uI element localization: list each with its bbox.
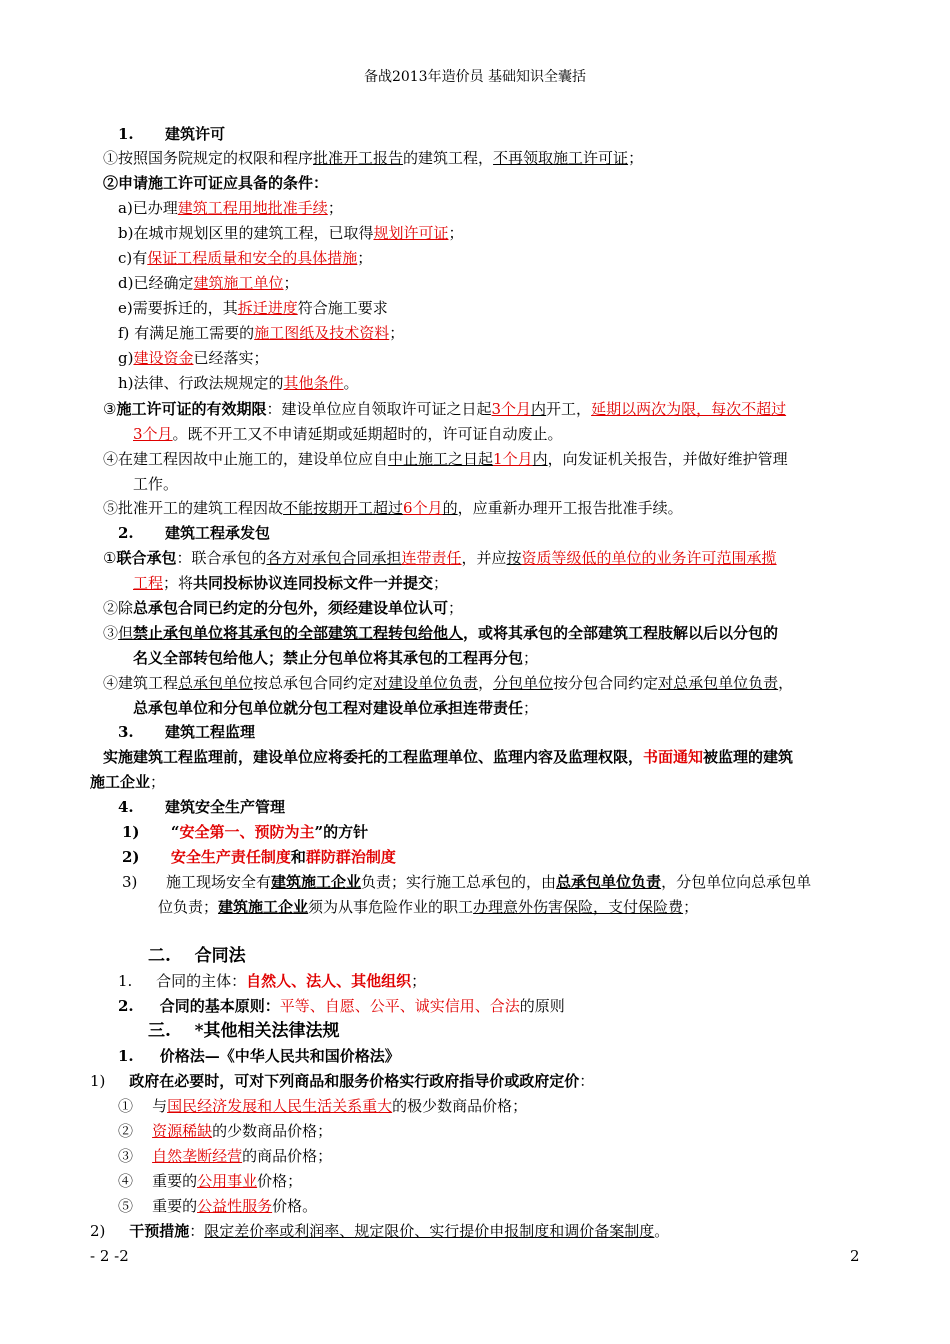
text-run: 6个月: [403, 499, 443, 517]
text-run: 。: [343, 374, 359, 392]
text-run: 批准开工报告: [313, 149, 404, 167]
text-run: 资源稀缺: [152, 1122, 213, 1140]
text-run: 被监理的建筑: [703, 748, 794, 766]
text-run: 价格。: [272, 1197, 318, 1215]
text-run: f) 有满足施工需要的: [118, 324, 255, 342]
text-run: 内: [532, 450, 548, 468]
text-run: 的商品价格；: [242, 1147, 333, 1165]
text-run: 拆迁进度: [237, 299, 298, 317]
text-run: 安全第一、预防为主: [179, 823, 315, 841]
text-run: 2. 建筑工程承发包: [118, 524, 270, 542]
text-run: 名义全部转包给他人；禁止分包单位将其承包的工程再分包: [133, 649, 524, 667]
text-run: ：建设单位应自领取许可证之日起: [266, 400, 492, 418]
text-run: 各方对承包合同承担: [266, 549, 402, 567]
text-run: 1): [90, 1072, 130, 1090]
text-run: 3个月: [491, 400, 532, 418]
text-line: [103, 598, 463, 618]
text-run: “: [170, 823, 180, 841]
text-run: 二. 合同法: [148, 946, 246, 966]
text-run: 2): [122, 848, 171, 866]
text-run: 中止施工之日起: [388, 450, 494, 468]
text-line: [133, 573, 448, 593]
text-line: [90, 772, 165, 792]
text-run: 保证工程质量和安全的具体措施: [147, 249, 358, 267]
text-line: [118, 1196, 317, 1216]
text-run: 共同投标协议连同投标文件一并提交: [193, 574, 434, 592]
text-run: 建筑施工单位: [193, 274, 284, 292]
text-run: 延期以两次为限，每次不超过: [591, 400, 787, 418]
text-run: 1个月: [493, 450, 533, 468]
text-run: 政府在必要时，可对下列商品和服务价格实行政府指导价或政府定价: [129, 1072, 580, 1090]
text-run: 对建设单位负责: [373, 674, 479, 692]
text-line: [118, 198, 343, 218]
text-run: ③: [118, 1147, 153, 1165]
text-line: [118, 722, 255, 742]
text-run: 分包单位: [493, 674, 554, 692]
text-run: 禁止承包单位将其承包的全部建筑工程转包给他人: [133, 624, 464, 642]
text-run: 位负责；: [158, 898, 219, 916]
text-run: 干预措施: [129, 1222, 190, 1240]
text-line: [122, 822, 368, 842]
text-line: [118, 1046, 400, 1066]
text-run: ：联合承包的: [176, 549, 267, 567]
text-line: [118, 971, 426, 991]
text-run: 价格；: [257, 1172, 303, 1190]
text-run: 限定差价率或利润率、规定限价、实行提价申报制度和调价备案制度: [204, 1222, 655, 1240]
text-run: ③: [103, 624, 119, 642]
text-run: ，: [778, 674, 794, 692]
text-line: [103, 623, 778, 643]
text-line: [103, 747, 793, 767]
text-run: c)有: [118, 249, 148, 267]
text-line: [118, 373, 359, 393]
text-line: [148, 946, 246, 966]
text-line: [133, 424, 563, 444]
text-run: 3) 施工现场安全有: [122, 873, 272, 891]
text-line: [103, 148, 643, 168]
text-line: [118, 124, 225, 144]
text-line: [118, 523, 270, 543]
text-line: [158, 897, 698, 917]
text-run: 三. *其他相关法律法规: [148, 1021, 340, 1041]
text-line: [103, 449, 788, 469]
text-run: 符合施工要求: [297, 299, 388, 317]
text-run: ③: [103, 400, 117, 418]
text-run: 。既不开工又不申请延期或延期超时的，许可证自动废止。: [172, 425, 563, 443]
text-line: [90, 1071, 594, 1091]
text-run: 建筑工程用地批准手续: [177, 199, 328, 217]
text-run: 总承包单位: [178, 674, 254, 692]
text-run: 对总承包单位负责: [658, 674, 779, 692]
text-run: 连带责任: [401, 549, 462, 567]
text-run: 平等、自愿、公平、诚实信用、合法: [279, 997, 520, 1015]
footer-page-number: 2: [850, 1247, 860, 1265]
text-run: 自然垄断经营: [152, 1147, 243, 1165]
text-run: 2): [90, 1222, 130, 1240]
text-run: 不能按期开工超过: [283, 499, 404, 517]
text-run: 开工，: [546, 400, 592, 418]
text-run: 2. 合同的基本原则：: [118, 997, 280, 1015]
text-run: 1. 建筑许可: [118, 125, 225, 143]
text-run: ④建筑工程: [103, 674, 179, 692]
text-run: ①按照国务院规定的权限和程序: [103, 149, 314, 167]
text-run: 施工图纸及技术资料: [254, 324, 390, 342]
text-run: 公用事业: [197, 1172, 258, 1190]
text-run: ，应重新办理开工报告批准手续。: [457, 499, 683, 517]
text-line: [118, 298, 388, 318]
text-run: 但: [118, 624, 134, 642]
text-run: 资质等级低的单位的业务许可范围承揽: [521, 549, 777, 567]
text-run: ②: [118, 1122, 153, 1140]
text-line: [133, 698, 538, 718]
text-run: 内: [531, 400, 547, 418]
text-run: 按总承包合同约定: [253, 674, 374, 692]
text-run: 工作。: [133, 475, 179, 493]
text-line: [118, 1121, 332, 1141]
text-run: h)法律、行政法规规定的: [118, 374, 284, 392]
text-run: 公益性服务: [197, 1197, 273, 1215]
text-line: [118, 348, 269, 368]
text-run: 建设资金: [133, 349, 194, 367]
text-run: 1. 合同的主体：: [118, 972, 247, 990]
text-run: 按分包合同约定: [553, 674, 659, 692]
text-run: 安全生产责任制度: [170, 848, 291, 866]
text-line: [118, 1171, 302, 1191]
text-run: 按: [506, 549, 522, 567]
text-line: [90, 1221, 669, 1241]
text-line: [118, 797, 285, 817]
text-line: [122, 872, 811, 892]
text-line: [103, 399, 786, 419]
text-run: 1. 价格法—《中华人民共和国价格法》: [118, 1047, 400, 1065]
text-line: [103, 498, 683, 518]
text-run: ④在建工程因故中止施工的，建设单位应自: [103, 450, 389, 468]
text-run: g): [118, 349, 134, 367]
text-run: 的: [442, 499, 458, 517]
text-run: ①: [103, 549, 117, 567]
text-run: 规划许可证: [373, 224, 449, 242]
text-run: ，并应: [461, 549, 507, 567]
text-run: 总承包合同已约定的分包外，须经建设单位认可: [133, 599, 449, 617]
text-run: ；: [327, 199, 343, 217]
text-run: 建筑施工企业: [271, 873, 362, 891]
text-run: ① 与: [118, 1097, 168, 1115]
text-run: ，分包单位向总承包单: [661, 873, 812, 891]
text-line: [118, 1146, 332, 1166]
text-run: 的极少数商品价格；: [392, 1097, 528, 1115]
text-run: 和: [290, 848, 306, 866]
text-run: 3. 建筑工程监理: [118, 723, 255, 741]
text-line: [148, 1021, 339, 1041]
text-run: a)已办理: [118, 199, 178, 217]
text-run: ；: [523, 699, 539, 717]
text-run: 联合承包: [116, 549, 177, 567]
text-run: 总承包单位和分包单位就分包工程对建设单位承担连带责任: [133, 699, 524, 717]
text-run: b)在城市规划区里的建筑工程，已取得: [118, 224, 374, 242]
text-run: ；: [628, 149, 644, 167]
text-line: [122, 847, 396, 867]
text-run: 1): [122, 823, 171, 841]
text-run: d)已经确定: [118, 274, 194, 292]
text-run: ④ 重要的: [118, 1172, 198, 1190]
text-run: 的少数商品价格；: [212, 1122, 333, 1140]
text-run: ；: [683, 898, 699, 916]
text-line: [133, 648, 538, 668]
text-run: 不再领取施工许可证: [493, 149, 629, 167]
text-run: ②除: [103, 599, 134, 617]
text-run: ⑤批准开工的建筑工程因故: [103, 499, 284, 517]
text-run: ：: [579, 1072, 595, 1090]
text-run: ；: [523, 649, 539, 667]
text-run: ；: [448, 224, 464, 242]
text-run: 其他条件: [283, 374, 344, 392]
text-run: 负责；实行施工总承包的，由: [361, 873, 557, 891]
text-line: [118, 273, 299, 293]
text-run: ”的方针: [314, 823, 369, 841]
text-run: 施工许可证的有效期限: [116, 400, 267, 418]
text-run: ；: [357, 249, 373, 267]
text-run: ；将: [163, 574, 194, 592]
text-run: 须为从事危险作业的职工: [308, 898, 474, 916]
text-run: ；: [150, 773, 166, 791]
text-line: [118, 248, 372, 268]
text-run: 的原则: [519, 997, 565, 1015]
text-line: [118, 996, 565, 1016]
text-run: 的建筑工程，: [403, 149, 494, 167]
text-run: ，或将其承包的全部建筑工程肢解以后以分包的: [463, 624, 779, 642]
text-run: ；: [389, 324, 405, 342]
text-run: ；: [411, 972, 427, 990]
text-run: 4. 建筑安全生产管理: [118, 798, 285, 816]
text-run: ，向发证机关报告，并做好维护管理: [547, 450, 788, 468]
text-run: e)需要拆迁的，其: [118, 299, 238, 317]
text-run: 实施建筑工程监理前，建设单位应将委托的工程监理单位、监理内容及监理权限，: [103, 748, 644, 766]
text-line: [103, 673, 793, 693]
text-line: [118, 1096, 527, 1116]
text-run: ②申请施工许可证应具备的条件：: [103, 174, 329, 192]
text-run: ；: [283, 274, 299, 292]
text-run: 。: [654, 1222, 670, 1240]
text-run: 3个月: [133, 425, 173, 443]
text-run: 工程: [133, 574, 164, 592]
text-run: ；: [433, 574, 449, 592]
text-run: 自然人、法人、其他组织: [246, 972, 412, 990]
text-run: 施工企业: [90, 773, 151, 791]
text-run: 总承包单位负责: [556, 873, 662, 891]
text-line: [118, 323, 404, 343]
text-line: [118, 223, 464, 243]
text-run: 办理意外伤害保险，支付保险费: [473, 898, 684, 916]
text-run: 书面通知: [643, 748, 704, 766]
text-run: ；: [448, 599, 464, 617]
text-run: 群防群治制度: [305, 848, 396, 866]
text-run: 已经落实；: [193, 349, 269, 367]
text-line: [103, 173, 328, 193]
text-run: ，: [478, 674, 494, 692]
page-header: 备战2013年造价员 基础知识全囊括: [363, 69, 587, 85]
text-line: [133, 474, 178, 494]
text-run: ⑤ 重要的: [118, 1197, 198, 1215]
text-run: ：: [189, 1222, 205, 1240]
text-run: 建筑施工企业: [218, 898, 309, 916]
text-run: 国民经济发展和人民生活关系重大: [167, 1097, 393, 1115]
text-line: [103, 548, 777, 568]
footer-page-label: - 2 -2: [90, 1247, 129, 1265]
